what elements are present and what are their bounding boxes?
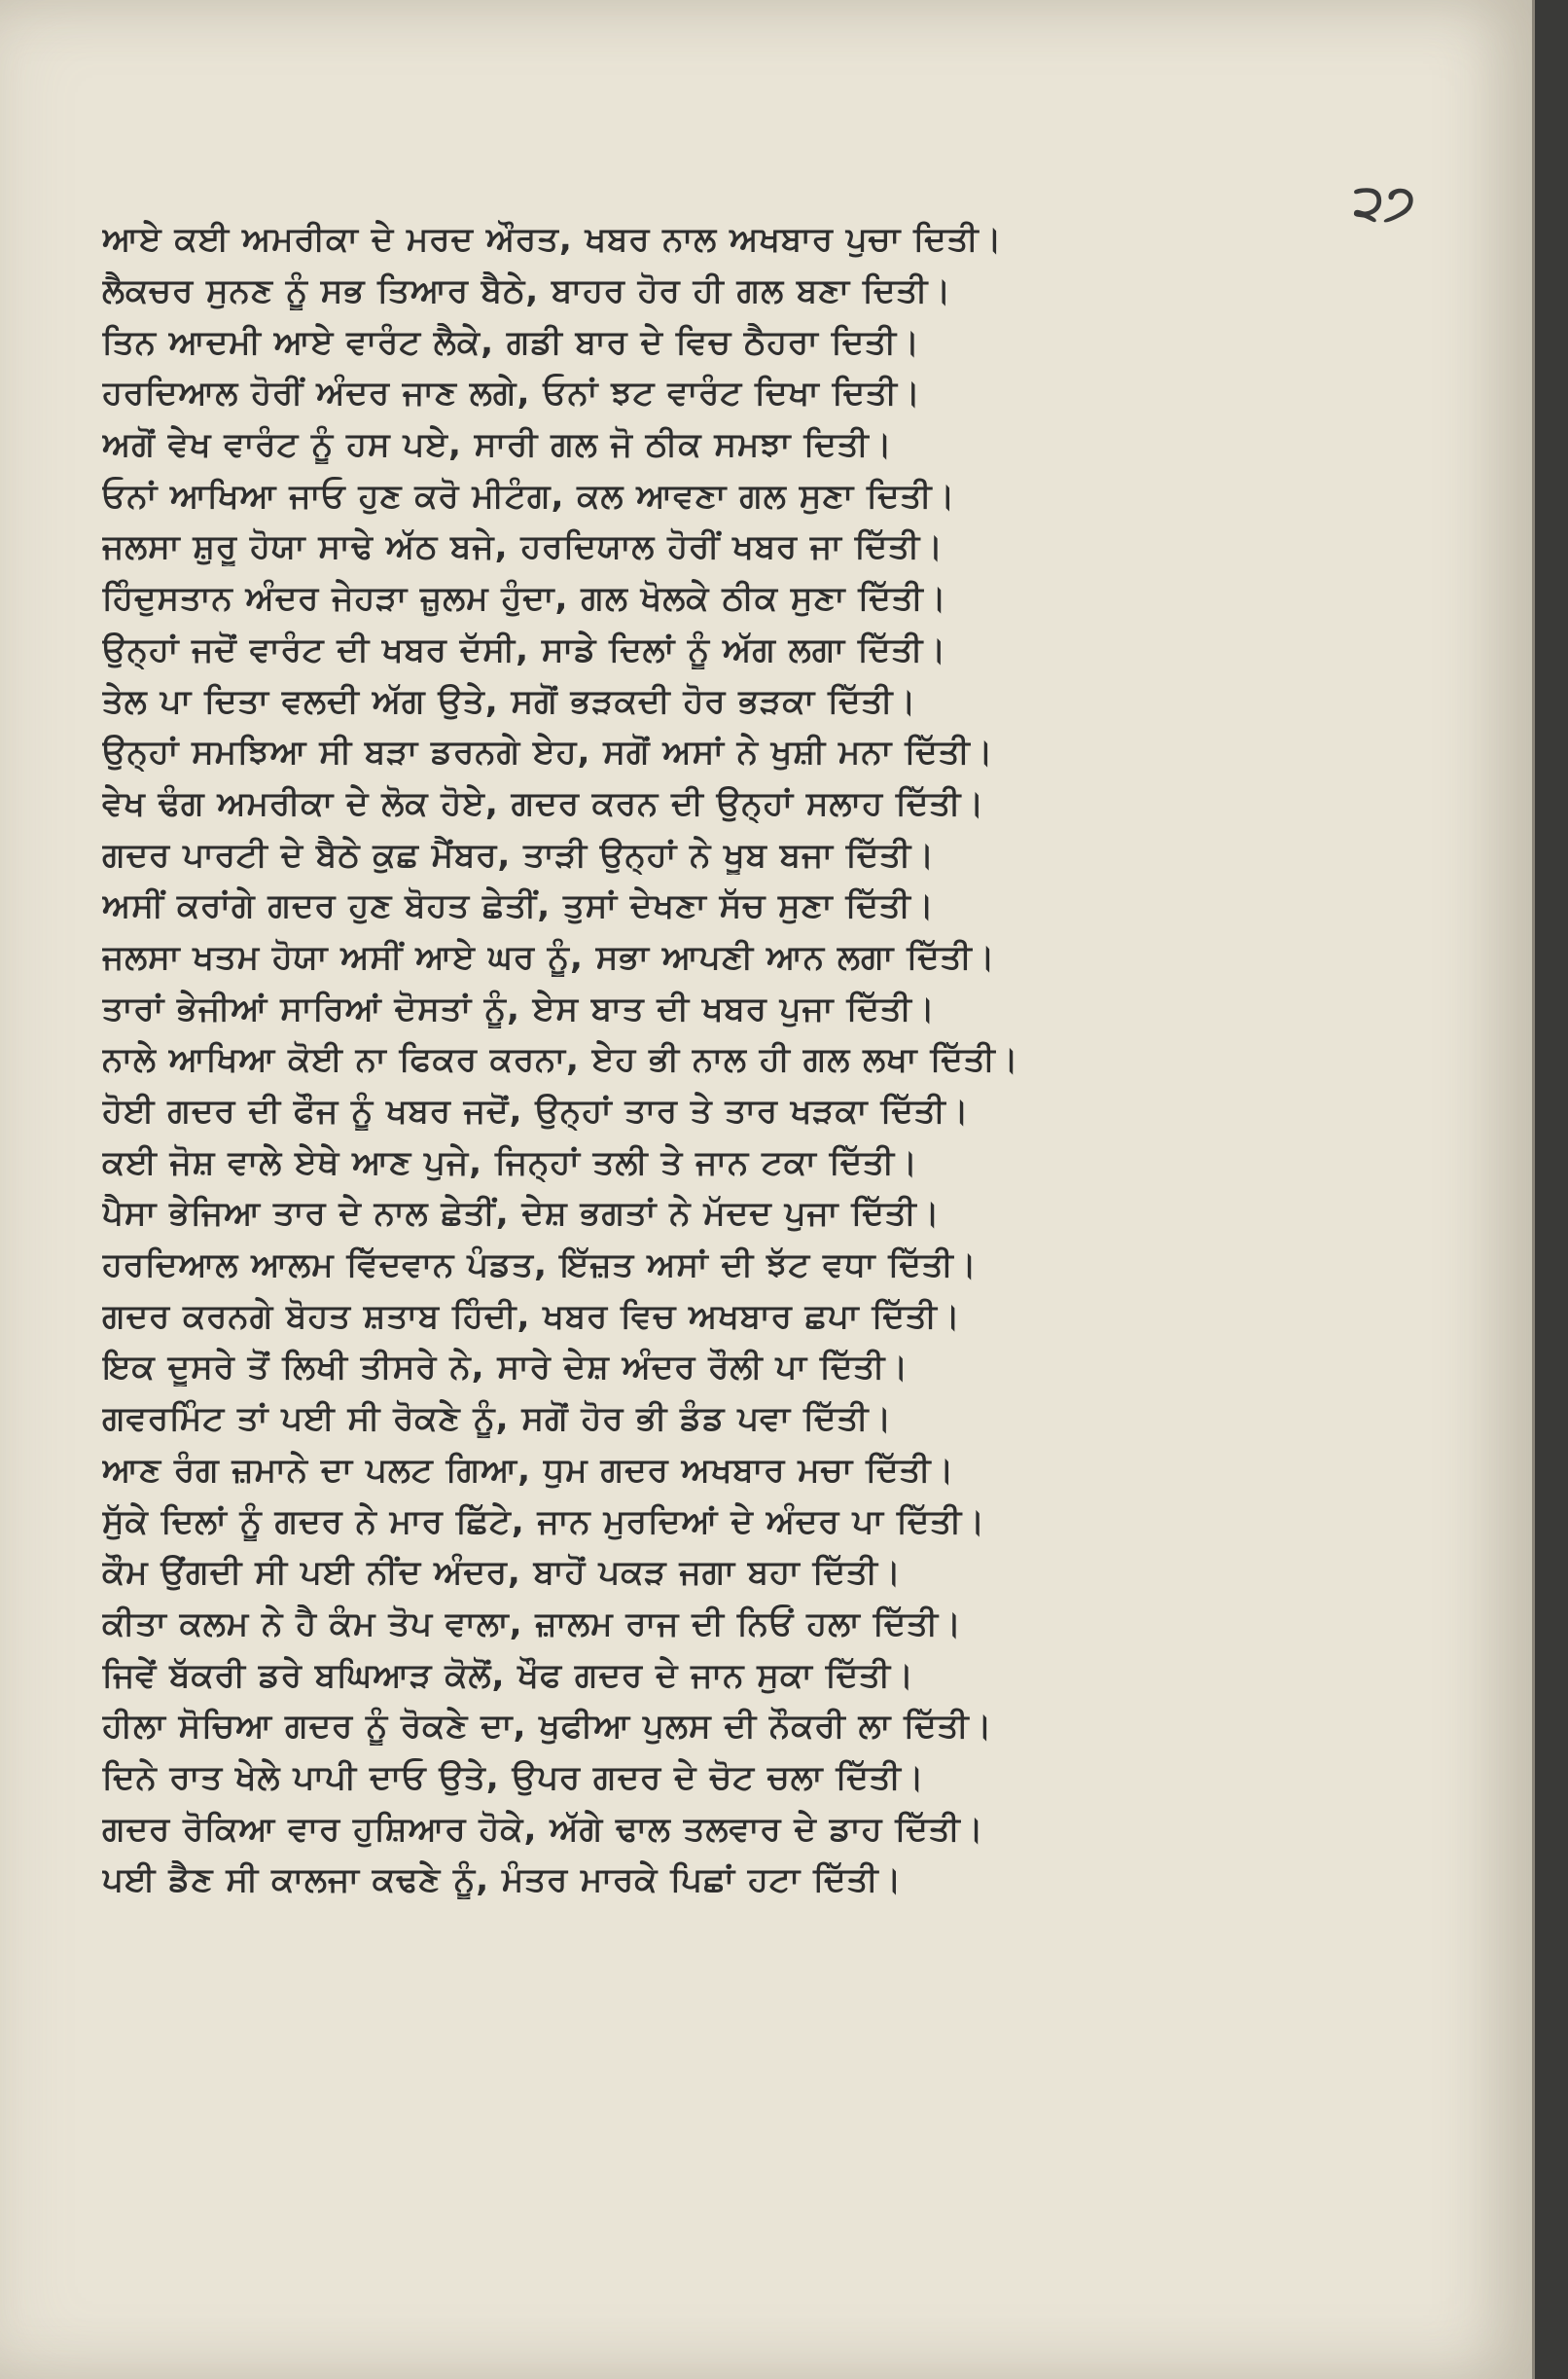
verse-line	[102, 316, 1444, 368]
verse-line	[102, 1034, 1444, 1086]
verse-line	[102, 1701, 1444, 1752]
verse-text: ਨਾਲੇ ਆਖਿਆ ਕੋਈ ਨਾ ਫਿਕਰ ਕਰਨਾ, ਏਹ ਭੀ ਨਾਲ ਹੀ ਗਲ ਲਖਾ ਦਿੱਤੀ।	[102, 1040, 1019, 1080]
verse-text: ਆਏ ਕਈ ਅਮਰੀਕਾ ਦੇ ਮਰਦ ਔਰਤ, ਖਬਰ ਨਾਲ ਅਖਬਾਰ ਪੁਚਾ ਦਿਤੀ।	[102, 220, 1003, 260]
verse-line	[102, 1188, 1444, 1240]
verse-line	[102, 829, 1444, 881]
verse-text: ਗਦਰ ਪਾਰਟੀ ਦੇ ਬੈਠੇ ਕੁਛ ਮੈਂਬਰ, ਤਾੜੀ ਉਨ੍ਹਾਂ ਨੇ ਖੂਬ ਬਜਾ ਦਿੱਤੀ।	[102, 835, 936, 875]
verse-text: ਪਈ ਡੈਣ ਸੀ ਕਾਲਜਾ ਕਢਣੇ ਨੂੰ, ਮੰਤਰ ਮਾਰਕੇ ਪਿਛਾਂ ਹਟਾ ਦਿੱਤੀ।	[102, 1860, 903, 1900]
verse-line	[102, 1855, 1444, 1906]
verse-line	[102, 1136, 1444, 1188]
verse-line	[102, 727, 1444, 778]
verse-line	[102, 675, 1444, 727]
verse-text: ਹੀਲਾ ਸੋਚਿਆ ਗਦਰ ਨੂੰ ਰੋਕਣੇ ਦਾ, ਖੁਫੀਆ ਪੁਲਸ ਦੀ ਨੌਕਰੀ ਲਾ ਦਿੱਤੀ।	[102, 1707, 993, 1747]
verse-text: ਤਿਨ ਆਦਮੀ ਆਏ ਵਾਰੰਟ ਲੈਕੇ, ਗਡੀ ਬਾਰ ਦੇ ਵਿਚ ਠੈਹਰਾ ਦਿਤੀ।	[102, 322, 921, 362]
verse-line	[102, 1649, 1444, 1701]
verse-text: ਓਨਾਂ ਆਖਿਆ ਜਾਓ ਹੁਣ ਕਰੋ ਮੀਟੰਗ, ਕਲ ਆਵਣਾ ਗਲ ਸੁਣਾ ਦਿਤੀ।	[102, 476, 956, 516]
verse-text: ਕਈ ਜੋਸ਼ ਵਾਲੇ ਏਥੇ ਆਣ ਪੁਜੇ, ਜਿਨ੍ਹਾਂ ਤਲੀ ਤੇ ਜਾਨ ਟਕਾ ਦਿੱਤੀ।	[102, 1142, 919, 1182]
verse-text: ਅਗੋਂ ਵੇਖ ਵਾਰੰਟ ਨੂੰ ਹਸ ਪਏ, ਸਾਰੀ ਗਲ ਜੋ ਠੀਕ ਸਮਝਾ ਦਿਤੀ।	[102, 425, 893, 465]
verse-text: ਕੌਮ ਉਂਗਦੀ ਸੀ ਪਈ ਨੀਂਦ ਅੰਦਰ, ਬਾਹੋਂ ਪਕੜ ਜਗਾ ਬਹਾ ਦਿੱਤੀ।	[102, 1553, 902, 1593]
verse-text: ਗਦਰ ਕਰਨਗੇ ਬੋਹਤ ਸ਼ਤਾਬ ਹਿੰਦੀ, ਖਬਰ ਵਿਚ ਅਖਬਾਰ ਛਪਾ ਦਿੱਤੀ।	[102, 1296, 961, 1336]
verse-line	[102, 419, 1444, 471]
verse-text: ਆਣ ਰੰਗ ਜ਼ਮਾਨੇ ਦਾ ਪਲਟ ਗਿਆ, ਧੁਮ ਗਦਰ ਅਖਬਾਰ ਮਚਾ ਦਿੱਤੀ।	[102, 1450, 955, 1490]
verse-line	[102, 881, 1444, 932]
verse-list	[102, 214, 1444, 1906]
verse-line	[102, 1240, 1444, 1291]
verse-line	[102, 1752, 1444, 1804]
verse-text: ਪੈਸਾ ਭੇਜਿਆ ਤਾਰ ਦੇ ਨਾਲ ਛੇਤੀਂ, ਦੇਸ਼ ਭਗਤਾਂ ਨੇ ਮੱਦਦ ਪੁਜਾ ਦਿੱਤੀ।	[102, 1194, 941, 1234]
verse-line	[102, 470, 1444, 522]
verse-text: ਗਦਰ ਰੋਕਿਆ ਵਾਰ ਹੁਸ਼ਿਆਰ ਹੋਕੇ, ਅੱਗੇ ਢਾਲ ਤਲਵਾਰ ਦੇ ਡਾਹ ਦਿੱਤੀ।	[102, 1809, 984, 1849]
verse-line	[102, 932, 1444, 984]
verse-line	[102, 983, 1444, 1034]
verse-text: ਉਨ੍ਹਾਂ ਸਮਝਿਆ ਸੀ ਬੜਾ ਡਰਨਗੇ ਏਹ, ਸਗੋਂ ਅਸਾਂ ਨੇ ਖੁਸ਼ੀ ਮਨਾ ਦਿੱਤੀ।	[102, 733, 994, 773]
verse-line	[102, 573, 1444, 625]
verse-line	[102, 1393, 1444, 1445]
verse-text: ਉਨ੍ਹਾਂ ਜਦੋਂ ਵਾਰੰਟ ਦੀ ਖਬਰ ਦੱਸੀ, ਸਾਡੇ ਦਿਲਾਂ ਨੂੰ ਅੱਗ ਲਗਾ ਦਿੱਤੀ।	[102, 630, 947, 669]
verse-text: ਇਕ ਦੂਸਰੇ ਤੋਂ ਲਿਖੀ ਤੀਸਰੇ ਨੇ, ਸਾਰੇ ਦੇਸ਼ ਅੰਦਰ ਰੌਲੀ ਪਾ ਦਿੱਤੀ।	[102, 1348, 909, 1388]
verse-text: ਹੋਈ ਗਦਰ ਦੀ ਫੌਜ ਨੂੰ ਖਬਰ ਜਦੋਂ, ਉਨ੍ਹਾਂ ਤਾਰ ਤੇ ਤਾਰ ਖੜਕਾ ਦਿੱਤੀ।	[102, 1092, 970, 1132]
verse-text: ਦਿਨੇ ਰਾਤ ਖੇਲੇ ਪਾਪੀ ਦਾਓ ਉਤੇ, ਉਪਰ ਗਦਰ ਦੇ ਚੋਟ ਚਲਾ ਦਿੱਤੀ।	[102, 1757, 925, 1797]
verse-text: ਤੇਲ ਪਾ ਦਿਤਾ ਵਲਦੀ ਅੱਗ ਉਤੇ, ਸਗੋਂ ਭੜਕਦੀ ਹੋਰ ਭੜਕਾ ਦਿੱਤੀ।	[102, 681, 917, 721]
page-number: ੨੭	[1353, 173, 1415, 231]
verse-line	[102, 1599, 1444, 1650]
verse-line	[102, 1086, 1444, 1137]
verse-text: ਹਰਦਿਆਲ ਹੋਰੀਂ ਅੰਦਰ ਜਾਣ ਲਗੇ, ਓਨਾਂ ਝਟ ਵਾਰੰਟ ਦਿਖਾ ਦਿਤੀ।	[102, 374, 921, 414]
verse-line	[102, 1496, 1444, 1547]
verse-line	[102, 1445, 1444, 1496]
verse-text: ਅਸੀਂ ਕਰਾਂਗੇ ਗਦਰ ਹੁਣ ਬੋਹਤ ਛੇਤੀਂ, ਤੁਸਾਂ ਦੇਖਣਾ ਸੱਚ ਸੁਣਾ ਦਿੱਤੀ।	[102, 886, 935, 926]
verse-line	[102, 778, 1444, 830]
verse-line	[102, 625, 1444, 676]
verse-text: ਵੇਖ ਢੰਗ ਅਮਰੀਕਾ ਦੇ ਲੋਕ ਹੋਏ, ਗਦਰ ਕਰਨ ਦੀ ਉਨ੍ਹਾਂ ਸਲਾਹ ਦਿੱਤੀ।	[102, 783, 985, 823]
verse-text: ਸੁੱਕੇ ਦਿਲਾਂ ਨੂੰ ਗਦਰ ਨੇ ਮਾਰ ਛਿੱਟੇ, ਜਾਨ ਮੁਰਦਿਆਂ ਦੇ ਅੰਦਰ ਪਾ ਦਿੱਤੀ।	[102, 1501, 986, 1541]
verse-text: ਜਲਸਾ ਸ਼ੁਰੂ ਹੋਯਾ ਸਾਢੇ ਅੱਠ ਬਜੇ, ਹਰਦਿਯਾਲ ਹੋਰੀਂ ਖਬਰ ਜਾ ਦਿੱਤੀ।	[102, 527, 944, 567]
verse-line	[102, 1547, 1444, 1599]
verse-text: ਕੀਤਾ ਕਲਮ ਨੇ ਹੈ ਕੰਮ ਤੋਪ ਵਾਲਾ, ਜ਼ਾਲਮ ਰਾਜ ਦੀ ਨਿਓਂ ਹਲਾ ਦਿੱਤੀ।	[102, 1604, 962, 1643]
verse-text: ਜਿਵੇਂ ਬੱਕਰੀ ਡਰੇ ਬਘਿਆੜ ਕੋਲੋਂ, ਖੌਫ ਗਦਰ ਦੇ ਜਾਨ ਸੁਕਾ ਦਿੱਤੀ।	[102, 1655, 915, 1695]
verse-text: ਹਰਦਿਆਲ ਆਲਮ ਵਿੱਦਵਾਨ ਪੰਡਤ, ਇੱਜ਼ਤ ਅਸਾਂ ਦੀ ਝੱਟ ਵਧਾ ਦਿੱਤੀ।	[102, 1245, 978, 1285]
verse-line	[102, 522, 1444, 573]
verse-line	[102, 214, 1444, 266]
verse-text: ਲੈਕਚਰ ਸੁਨਣ ਨੂੰ ਸਭ ਤਿਆਰ ਬੈਠੇ, ਬਾਹਰ ਹੋਰ ਹੀ ਗਲ ਬਣਾ ਦਿਤੀ।	[102, 271, 952, 311]
verse-line	[102, 1290, 1444, 1342]
verse-text: ਤਾਰਾਂ ਭੇਜੀਆਂ ਸਾਰਿਆਂ ਦੋਸਤਾਂ ਨੂੰ, ਏਸ ਬਾਤ ਦੀ ਖਬਰ ਪੁਜਾ ਦਿੱਤੀ।	[102, 989, 936, 1028]
verse-line	[102, 368, 1444, 419]
verse-line	[102, 1803, 1444, 1855]
verse-text: ਜਲਸਾ ਖਤਮ ਹੋਯਾ ਅਸੀਂ ਆਏ ਘਰ ਨੂੰ, ਸਭਾ ਆਪਣੀ ਆਨ ਲਗਾ ਦਿੱਤੀ।	[102, 937, 996, 977]
verse-line	[102, 1342, 1444, 1393]
verse-line	[102, 266, 1444, 317]
verse-text: ਗਵਰਮਿੰਟ ਤਾਂ ਪਈ ਸੀ ਰੋਕਣੇ ਨੂੰ, ਸਗੋਂ ਹੋਰ ਭੀ ਡੰਡ ਪਵਾ ਦਿੱਤੀ।	[102, 1399, 893, 1439]
verse-text: ਹਿੰਦੁਸਤਾਨ ਅੰਦਰ ਜੇਹੜਾ ਜ਼ੁਲਮ ਹੁੰਦਾ, ਗਲ ਖੋਲਕੇ ਠੀਕ ਸੁਣਾ ਦਿੱਤੀ।	[102, 579, 947, 619]
